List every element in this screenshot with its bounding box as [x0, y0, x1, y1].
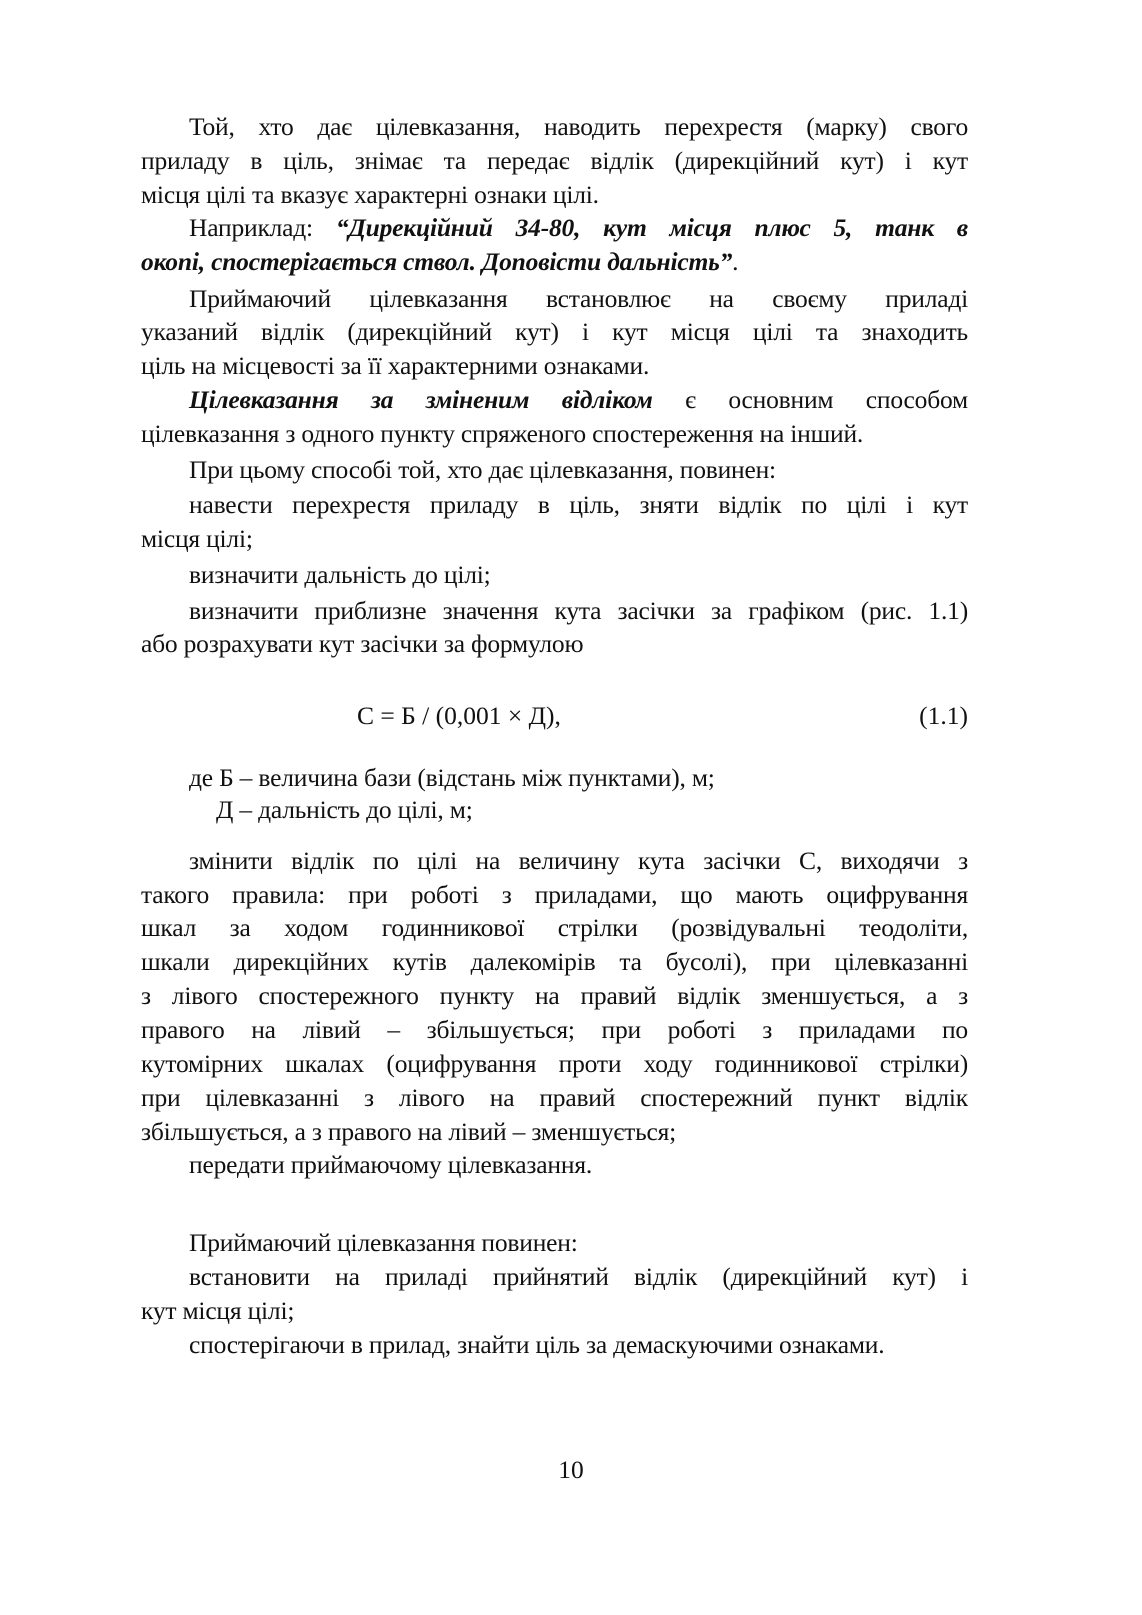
term-heading: Цілевказання за зміненим відліком: [189, 385, 653, 414]
formula-legend: Д – дальність до цілі, м;: [216, 795, 473, 824]
list-item: визначити дальність до цілі;: [189, 560, 491, 589]
example-line: [189, 213, 968, 243]
text-line: Той, хто дає цілевказання, наводить перехрестя (марку) свого: [189, 112, 968, 141]
text-line: шкал за ходом годинникової стрілки (розвідувальні теодоліти,: [141, 913, 968, 942]
list-item: передати приймаючому цілевказання.: [189, 1150, 593, 1179]
text-line: При цьому способі той, хто дає цілевказання, повинен:: [189, 455, 776, 484]
list-item: спостерігаючи в прилад, знайти ціль за демаскуючими ознаками.: [189, 1330, 885, 1359]
text-line: кут місця цілі;: [141, 1296, 295, 1325]
text-line: Приймаючий цілевказання повинен:: [189, 1228, 578, 1257]
punctuation: .: [732, 247, 739, 276]
example-quote: “Дирекційний 34-80, кут місця плюс 5, танк в: [335, 213, 968, 242]
list-item: встановити на приладі прийнятий відлік (дирекційний кут) і: [189, 1262, 968, 1291]
formula-legend: де Б – величина бази (відстань між пунктами), м;: [189, 763, 715, 792]
text-line: з лівого спостережного пункту на правий відлік зменшується, а з: [141, 981, 968, 1010]
formula: С = Б / (0,001 × Д),: [357, 701, 561, 730]
list-item: визначити приблизне значення кута засічки за графіком (рис. 1.1): [189, 596, 968, 625]
example-label: Наприклад:: [189, 213, 336, 242]
text-line: правого на лівий – збільшується; при роботі з приладами по: [141, 1015, 968, 1044]
text-line: збільшується, а з правого на лівий – зменшується;: [141, 1117, 677, 1146]
text-line: приладу в ціль, знімає та передає відлік (дирекційний кут) і кут: [141, 146, 968, 175]
list-item: змінити відлік по цілі на величину кута засічки С, виходячи з: [189, 846, 968, 875]
text-line: шкали дирекційних кутів далекомірів та бусолі), при цілевказанні: [141, 947, 968, 976]
page-number: 10: [558, 1455, 584, 1484]
example-line-continued: [141, 247, 968, 277]
text-line: місця цілі;: [141, 524, 253, 553]
text-line: цілевказання з одного пункту спряженого спостереження на інший.: [141, 419, 864, 448]
text-line: кутомірних шкалах (оцифрування проти ходу годинникової стрілки): [141, 1049, 968, 1078]
text-line: або розрахувати кут засічки за формулою: [141, 629, 584, 658]
list-item: навести перехрестя приладу в ціль, зняти відлік по цілі і кут: [189, 490, 968, 519]
text-line: указаний відлік (дирекційний кут) і кут місця цілі та знаходить: [141, 317, 968, 346]
text-line: місця цілі та вказує характерні ознаки цілі.: [141, 180, 599, 209]
term-line: [189, 385, 968, 415]
text-line: Приймаючий цілевказання встановлює на своєму приладі: [189, 284, 968, 313]
text-line: ціль на місцевості за її характерними ознаками.: [141, 351, 650, 380]
equation-number: (1.1): [919, 701, 968, 730]
term-definition: є основним способом: [652, 385, 968, 414]
example-quote-end: окопі, спостерігається ствол. Доповісти дальність”: [141, 247, 733, 276]
text-line: такого правила: при роботі з приладами, що мають оцифрування: [141, 880, 968, 909]
text-line: при цілевказанні з лівого на правий спостережний пункт відлік: [141, 1083, 968, 1112]
